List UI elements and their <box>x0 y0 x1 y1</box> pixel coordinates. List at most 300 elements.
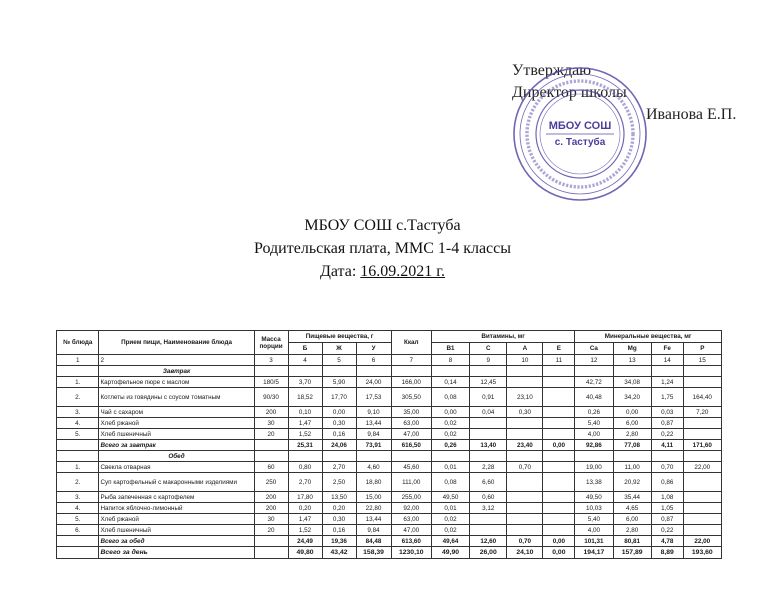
table-cell: 24,06 <box>322 440 356 451</box>
table-cell: 24,00 <box>356 377 391 388</box>
table-cell: 0,02 <box>431 514 469 525</box>
table-cell: 613,60 <box>391 536 431 547</box>
header-mg: Mg <box>613 343 651 355</box>
table-cell: 43,42 <box>322 547 356 559</box>
table-cell: 1,52 <box>288 429 322 440</box>
table-cell <box>254 440 288 451</box>
table-cell: 92,86 <box>575 440 613 451</box>
table-cell: 0,01 <box>431 503 469 514</box>
table-cell: 0,26 <box>431 440 469 451</box>
table-cell: 200 <box>254 503 288 514</box>
header-a: А <box>507 343 543 355</box>
table-cell <box>683 377 721 388</box>
table-cell: Свекла отварная <box>99 462 254 473</box>
table-cell: 4,00 <box>575 429 613 440</box>
table-cell: 9,10 <box>356 407 391 418</box>
table-cell: Рыба запеченная с картофелем <box>99 492 254 503</box>
table-cell: 20 <box>254 429 288 440</box>
table-cell: Хлеб ржаной <box>99 514 254 525</box>
table-cell: 13,38 <box>575 473 613 492</box>
table-cell: 5,40 <box>575 514 613 525</box>
table-cell: 90/30 <box>254 388 288 407</box>
table-cell <box>322 366 356 377</box>
header-kcal: Ккал <box>391 331 431 355</box>
table-cell: 49,50 <box>575 492 613 503</box>
lunch-total-row <box>57 536 722 547</box>
table-cell: 47,00 <box>391 525 431 536</box>
table-cell: 2 <box>99 355 254 366</box>
table-cell <box>683 451 721 462</box>
table-cell: 171,60 <box>683 440 721 451</box>
table-cell: 1 <box>57 355 99 366</box>
table-cell: 17,70 <box>322 388 356 407</box>
table-cell <box>507 429 543 440</box>
table-row <box>57 418 722 429</box>
table-cell: 200 <box>254 407 288 418</box>
day-total-row <box>57 547 722 559</box>
header-vitamins: Витамины, мг <box>431 331 574 343</box>
table-cell: 20 <box>254 525 288 536</box>
table-cell <box>613 366 651 377</box>
school-name: МБОУ СОШ с.Тастуба <box>304 217 461 234</box>
table-cell: Суп картофельный с макаронными изделиями <box>99 473 254 492</box>
table-cell: 305,50 <box>391 388 431 407</box>
table-cell <box>507 418 543 429</box>
table-cell: 0,20 <box>322 503 356 514</box>
table-cell: 6,00 <box>613 418 651 429</box>
table-cell <box>543 388 575 407</box>
table-cell: 12 <box>575 355 613 366</box>
header-ca: Ca <box>575 343 613 355</box>
table-cell <box>254 547 288 559</box>
school-title <box>0 214 765 237</box>
table-cell: 6 <box>356 355 391 366</box>
table-cell: 0,00 <box>613 407 651 418</box>
table-cell: 3. <box>57 407 99 418</box>
table-cell: 60 <box>254 462 288 473</box>
table-cell: Котлеты из говядины с соусом томатным <box>99 388 254 407</box>
table-row <box>57 407 722 418</box>
table-cell: 4. <box>57 503 99 514</box>
table-cell <box>470 429 507 440</box>
table-cell <box>683 418 721 429</box>
table-cell <box>470 418 507 429</box>
table-cell: 11,00 <box>613 462 651 473</box>
table-cell: 0,16 <box>322 429 356 440</box>
header-p: P <box>683 343 721 355</box>
table-cell: 8,89 <box>651 547 683 559</box>
table-cell: 200 <box>254 492 288 503</box>
table-cell <box>507 377 543 388</box>
table-cell <box>254 451 288 462</box>
table-cell <box>683 473 721 492</box>
table-row <box>57 503 722 514</box>
table-cell: 164,40 <box>683 388 721 407</box>
table-cell: 5. <box>57 514 99 525</box>
table-cell: 0,91 <box>470 388 507 407</box>
table-cell <box>683 366 721 377</box>
table-row <box>57 462 722 473</box>
header-c: С <box>470 343 507 355</box>
table-cell: 4,11 <box>651 440 683 451</box>
header-zh: Ж <box>322 343 356 355</box>
table-cell <box>543 462 575 473</box>
table-cell: 49,64 <box>431 536 469 547</box>
table-cell: 0,03 <box>651 407 683 418</box>
table-cell: 0,02 <box>431 418 469 429</box>
date-line <box>0 260 765 283</box>
table-cell: 5,40 <box>575 418 613 429</box>
table-cell: 4,78 <box>651 536 683 547</box>
table-cell: Хлеб пшеничный <box>99 429 254 440</box>
table-cell: 45,60 <box>391 462 431 473</box>
table-cell: 11 <box>543 355 575 366</box>
table-cell <box>431 451 469 462</box>
table-cell: 19,36 <box>322 536 356 547</box>
table-header-row <box>57 331 722 343</box>
table-cell <box>470 451 507 462</box>
table-cell <box>356 366 391 377</box>
table-cell: 2,80 <box>613 429 651 440</box>
table-cell: 13,40 <box>470 440 507 451</box>
table-cell: Чай с сахаром <box>99 407 254 418</box>
table-cell: 17,53 <box>356 388 391 407</box>
table-cell: 40,48 <box>575 388 613 407</box>
table-cell: 14 <box>651 355 683 366</box>
table-row <box>57 492 722 503</box>
table-cell: 34,08 <box>613 377 651 388</box>
table-cell: 0,22 <box>651 525 683 536</box>
table-row <box>57 525 722 536</box>
table-cell: 4,65 <box>613 503 651 514</box>
table-cell: 0,87 <box>651 514 683 525</box>
table-cell: 1,52 <box>288 525 322 536</box>
table-cell: 12,60 <box>470 536 507 547</box>
table-cell: 13,50 <box>322 492 356 503</box>
table-cell <box>431 366 469 377</box>
table-cell: 1,47 <box>288 514 322 525</box>
document-header <box>0 214 765 283</box>
table-cell: Картофельное пюре с маслом <box>99 377 254 388</box>
table-cell: 35,00 <box>391 407 431 418</box>
section-title: Завтрак <box>99 366 254 377</box>
table-cell: 194,17 <box>575 547 613 559</box>
table-cell <box>651 451 683 462</box>
table-cell <box>288 366 322 377</box>
header-b: Б <box>288 343 322 355</box>
table-cell: 34,20 <box>613 388 651 407</box>
table-cell <box>543 492 575 503</box>
table-cell: 0,20 <box>288 503 322 514</box>
table-cell: 92,00 <box>391 503 431 514</box>
table-cell: 193,60 <box>683 547 721 559</box>
table-cell: 35,44 <box>613 492 651 503</box>
table-cell: 616,50 <box>391 440 431 451</box>
table-cell: 0,70 <box>507 462 543 473</box>
table-cell: 6,60 <box>470 473 507 492</box>
table-cell: 77,08 <box>613 440 651 451</box>
table-cell <box>254 366 288 377</box>
table-row <box>57 377 722 388</box>
table-cell: 0,30 <box>322 418 356 429</box>
table-cell: 4 <box>288 355 322 366</box>
table-cell: 158,39 <box>356 547 391 559</box>
table-cell <box>507 503 543 514</box>
table-cell: 0,70 <box>651 462 683 473</box>
table-cell: 2,70 <box>322 462 356 473</box>
table-cell: 24,49 <box>288 536 322 547</box>
table-cell <box>57 440 99 451</box>
table-cell: 10,03 <box>575 503 613 514</box>
approval-name: Иванова Е.П. <box>646 106 737 123</box>
table-cell: 0,02 <box>431 525 469 536</box>
table-cell: 22,00 <box>683 462 721 473</box>
table-cell <box>683 429 721 440</box>
table-cell: 25,31 <box>288 440 322 451</box>
table-cell: 18,80 <box>356 473 391 492</box>
table-cell <box>507 451 543 462</box>
section-title: Обед <box>99 451 254 462</box>
table-cell: 0,16 <box>322 525 356 536</box>
table-cell <box>543 473 575 492</box>
table-cell <box>575 451 613 462</box>
table-cell: Хлеб пшеничный <box>99 525 254 536</box>
header-b1: В1 <box>431 343 469 355</box>
table-cell <box>391 366 431 377</box>
header-nutrients: Пищевые вещества, г <box>288 331 391 343</box>
approval-line: Утверждаю <box>512 62 592 79</box>
table-cell: 4,60 <box>356 462 391 473</box>
table-cell: Хлеб ржаной <box>99 418 254 429</box>
table-cell <box>254 536 288 547</box>
table-cell: 0,70 <box>507 536 543 547</box>
table-cell: 1,47 <box>288 418 322 429</box>
table-cell <box>543 503 575 514</box>
table-cell <box>507 492 543 503</box>
table-cell: 166,00 <box>391 377 431 388</box>
school-stamp <box>510 64 650 204</box>
table-cell: 0,01 <box>431 462 469 473</box>
table-cell <box>543 451 575 462</box>
table-cell <box>507 525 543 536</box>
table-cell <box>683 514 721 525</box>
table-cell <box>507 473 543 492</box>
table-cell: 2,80 <box>613 525 651 536</box>
table-cell: 0,00 <box>543 536 575 547</box>
table-cell <box>507 366 543 377</box>
table-cell <box>57 366 99 377</box>
table-cell: 30 <box>254 514 288 525</box>
table-cell: 49,50 <box>431 492 469 503</box>
table-cell: 8 <box>431 355 469 366</box>
section-breakfast <box>57 366 722 377</box>
table-cell: 5. <box>57 429 99 440</box>
table-cell <box>470 514 507 525</box>
table-cell: 0,30 <box>507 407 543 418</box>
table-cell: 23,40 <box>507 440 543 451</box>
table-cell: Напиток яблочно-лимонный <box>99 503 254 514</box>
table-cell: 47,00 <box>391 429 431 440</box>
stamp-line-2: с. Тастуба <box>554 137 606 148</box>
table-cell: 0,02 <box>431 429 469 440</box>
table-cell: 1,08 <box>651 492 683 503</box>
table-cell: 24,10 <box>507 547 543 559</box>
table-cell <box>57 536 99 547</box>
table-cell: 0,26 <box>575 407 613 418</box>
table-cell: 3,12 <box>470 503 507 514</box>
table-cell: 111,00 <box>391 473 431 492</box>
table-cell: 3. <box>57 492 99 503</box>
header-minerals: Минеральные вещества, мг <box>575 331 722 343</box>
table-cell: 1,05 <box>651 503 683 514</box>
table-cell: 250 <box>254 473 288 492</box>
table-cell: 1230,10 <box>391 547 431 559</box>
table-cell: 2. <box>57 473 99 492</box>
table-cell <box>507 514 543 525</box>
table-cell <box>543 525 575 536</box>
date-value: 16.09.2021 г. <box>360 263 446 280</box>
table-cell <box>543 366 575 377</box>
table-cell <box>543 418 575 429</box>
approval-position: Директор школы <box>512 84 627 101</box>
table-cell <box>683 525 721 536</box>
table-cell: 9 <box>470 355 507 366</box>
table-cell: 0,00 <box>543 440 575 451</box>
table-cell: 1. <box>57 462 99 473</box>
table-cell: 15 <box>683 355 721 366</box>
table-cell: 0,08 <box>431 473 469 492</box>
table-cell: 12,45 <box>470 377 507 388</box>
table-cell: 3,70 <box>288 377 322 388</box>
header-u: У <box>356 343 391 355</box>
date-label: Дата: <box>319 263 357 280</box>
table-cell: 15,00 <box>356 492 391 503</box>
table-cell: 49,90 <box>431 547 469 559</box>
table-cell: 1,24 <box>651 377 683 388</box>
table-cell: 3 <box>254 355 288 366</box>
section-lunch <box>57 451 722 462</box>
menu-table <box>56 330 722 559</box>
table-cell: 63,00 <box>391 514 431 525</box>
table-cell <box>288 451 322 462</box>
table-cell: 80,81 <box>613 536 651 547</box>
table-cell <box>543 429 575 440</box>
table-cell: 0,22 <box>651 429 683 440</box>
table-cell: 0,14 <box>431 377 469 388</box>
stamp-line-1: МБОУ СОШ <box>548 120 612 132</box>
table-cell: 0,87 <box>651 418 683 429</box>
table-cell: 0,80 <box>288 462 322 473</box>
table-cell: 2,70 <box>288 473 322 492</box>
table-cell: 0,00 <box>322 407 356 418</box>
header-mass: Масса порции <box>254 331 288 355</box>
table-cell: 9,84 <box>356 525 391 536</box>
table-cell: 6,00 <box>613 514 651 525</box>
table-cell <box>613 451 651 462</box>
table-cell <box>543 377 575 388</box>
table-cell <box>543 407 575 418</box>
table-cell: 18,52 <box>288 388 322 407</box>
table-cell: 255,00 <box>391 492 431 503</box>
table-cell: 23,10 <box>507 388 543 407</box>
table-cell <box>356 451 391 462</box>
table-cell <box>391 451 431 462</box>
table-cell: 0,10 <box>288 407 322 418</box>
table-cell <box>683 492 721 503</box>
table-cell: 63,00 <box>391 418 431 429</box>
table-cell <box>470 366 507 377</box>
table-cell: 0,04 <box>470 407 507 418</box>
table-row <box>57 429 722 440</box>
table-cell: 1,75 <box>651 388 683 407</box>
table-cell: 101,31 <box>575 536 613 547</box>
table-cell: 6. <box>57 525 99 536</box>
table-cell <box>57 547 99 559</box>
table-cell: 7 <box>391 355 431 366</box>
table-cell <box>57 451 99 462</box>
subtitle: Родительская плата, ММС 1-4 классы <box>254 240 511 257</box>
table-row <box>57 388 722 407</box>
table-cell: 84,48 <box>356 536 391 547</box>
table-cell: 10 <box>507 355 543 366</box>
header-dish: Прием пищи, Наименование блюда <box>99 331 254 355</box>
menu-table-wrapper <box>56 330 722 562</box>
header-no: № блюда <box>57 331 99 355</box>
table-cell: 0,30 <box>322 514 356 525</box>
table-cell: 7,20 <box>683 407 721 418</box>
table-cell: 22,00 <box>683 536 721 547</box>
table-cell: 73,91 <box>356 440 391 451</box>
table-cell: 4. <box>57 418 99 429</box>
table-cell: 26,00 <box>470 547 507 559</box>
table-body <box>57 355 722 559</box>
table-cell: 30 <box>254 418 288 429</box>
table-cell: 1. <box>57 377 99 388</box>
table-cell: Всего за обед <box>99 536 254 547</box>
table-cell: 9,84 <box>356 429 391 440</box>
table-cell: Всего за завтрак <box>99 440 254 451</box>
breakfast-total-row <box>57 440 722 451</box>
table-cell: 49,80 <box>288 547 322 559</box>
table-cell: 2. <box>57 388 99 407</box>
table-cell: 17,80 <box>288 492 322 503</box>
table-cell <box>543 514 575 525</box>
table-cell: 5 <box>322 355 356 366</box>
table-cell: 5,90 <box>322 377 356 388</box>
table-cell: 2,50 <box>322 473 356 492</box>
table-cell: 13 <box>613 355 651 366</box>
table-cell: 13,44 <box>356 514 391 525</box>
header-fe: Fe <box>651 343 683 355</box>
table-cell: 4,00 <box>575 525 613 536</box>
table-row <box>57 514 722 525</box>
table-cell: 20,92 <box>613 473 651 492</box>
table-cell: 0,00 <box>431 407 469 418</box>
table-cell: 0,00 <box>543 547 575 559</box>
table-cell: 13,44 <box>356 418 391 429</box>
header-e: Е <box>543 343 575 355</box>
table-cell: 0,60 <box>470 492 507 503</box>
table-cell: 2,28 <box>470 462 507 473</box>
table-cell <box>651 366 683 377</box>
table-cell: 22,80 <box>356 503 391 514</box>
table-cell <box>322 451 356 462</box>
table-cell: Всего за день <box>99 547 254 559</box>
table-cell: 0,08 <box>431 388 469 407</box>
table-cell: 157,89 <box>613 547 651 559</box>
table-cell <box>683 503 721 514</box>
table-cell <box>575 366 613 377</box>
